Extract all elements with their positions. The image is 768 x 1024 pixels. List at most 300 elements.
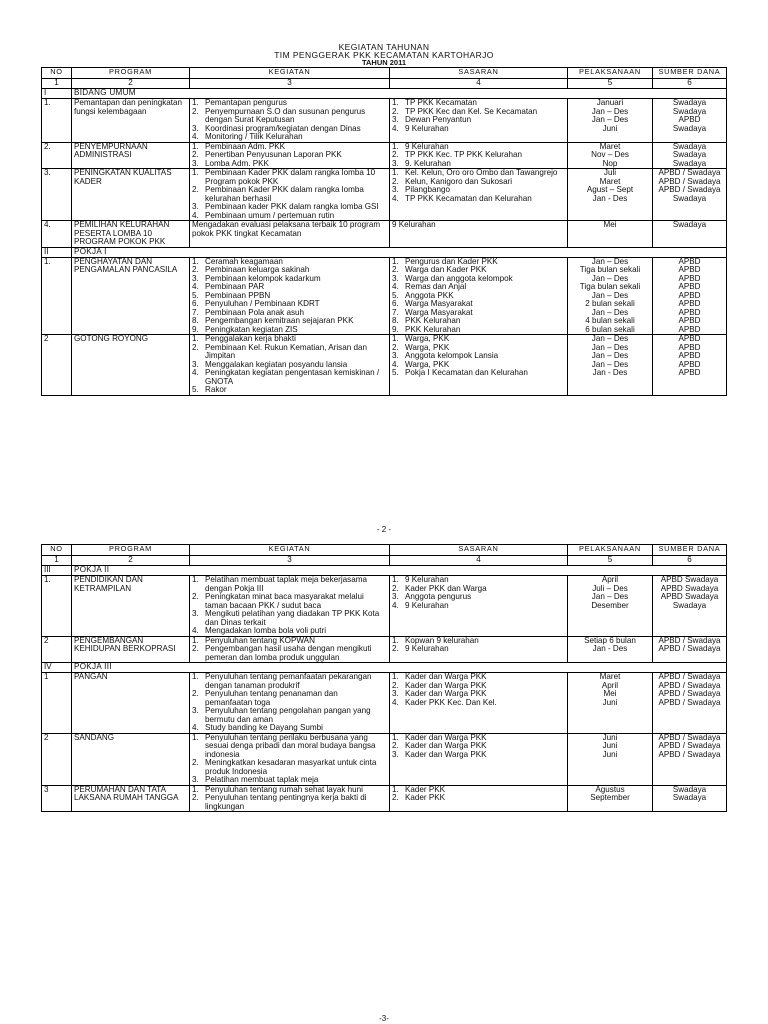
kegiatan-item [192, 707, 387, 724]
kegiatan-text: Pengembangan hasil usaha dengan mengikuti pemeran dan lomba produk unggulan [205, 644, 372, 662]
kegiatan-item [192, 326, 387, 335]
sumber-dana-value: APBD / Swadaya [658, 185, 721, 194]
pelaksanaan-value: Tiga bulan sekali [579, 282, 641, 291]
pelaksanaan-value: Jan – Des [591, 257, 629, 266]
pelaksanaan-value: Jan – Des [591, 273, 629, 283]
column-header: PROGRAM [72, 68, 190, 79]
column-number: 2 [72, 79, 190, 89]
activity-table-page-2 [41, 544, 727, 812]
kegiatan-text: Mengadakan evaluasi pelaksana terbaik 10 program pokok PKK tingkat Kecamatan [192, 220, 381, 238]
kegiatan-item [192, 344, 387, 361]
item-number: 1. [392, 257, 399, 266]
item-number: 3. [192, 123, 199, 133]
pelaksanaan-value: Setiap 6 bulan [584, 636, 636, 645]
item-number: 9. [192, 324, 199, 334]
sumber-dana-value: Swadaya [672, 793, 707, 802]
pelaksanaan-value: Juni [602, 733, 618, 742]
item-number: 7. [192, 307, 199, 317]
item-number: 8. [192, 316, 199, 325]
pelaksanaan-value: Mei [603, 689, 617, 698]
item-number: 1. [392, 672, 399, 681]
sumber-dana-value: Swadaya [672, 98, 707, 107]
sasaran-text: TP PKK Kecamatan dan Kelurahan [405, 193, 532, 203]
program-number: 2 [42, 733, 72, 785]
sasaran-text: 9 Kelurahan [405, 142, 449, 151]
kegiatan-item [192, 386, 387, 395]
sumber-dana-cell [653, 221, 727, 248]
program-number: 4. [42, 221, 72, 248]
item-number: 1. [392, 168, 399, 177]
item-number: 3. [392, 273, 399, 283]
pelaksanaan-value: Juni [602, 749, 618, 759]
sumber-dana-cell [653, 733, 727, 785]
pelaksanaan-cell [568, 221, 653, 248]
kegiatan-text: Pembinaan Pola anak asuh [205, 307, 304, 317]
sumber-dana-cell [653, 169, 727, 221]
sasaran-cell [390, 335, 568, 396]
section-number: III [42, 566, 72, 576]
kegiatan-item [192, 776, 387, 785]
sasaran-item [392, 794, 565, 803]
sasaran-item [392, 160, 565, 169]
document-title: KEGIATAN TAHUNAN [338, 42, 430, 52]
pelaksanaan-value: Jan – Des [591, 290, 629, 300]
column-number-row [42, 556, 727, 566]
kegiatan-cell [190, 636, 390, 663]
kegiatan-text: Pelatihan membuat taplak meja bekerjasama dengan Pokja III [205, 575, 367, 593]
section-row [42, 89, 727, 99]
program-row [42, 785, 727, 812]
sumber-dana-value: APBD / Swadaya [658, 749, 721, 759]
sumber-dana-value: APBD / Swadaya [658, 697, 721, 707]
program-row [42, 335, 727, 396]
year-title: TAHUN 2011 [361, 58, 407, 67]
sumber-dana-value: APBD / Swadaya [658, 741, 721, 750]
sasaran-item [392, 602, 565, 611]
program-name: PENDIDIKAN DAN KETRAMPILAN [72, 576, 190, 637]
sasaran-text: 9 Kelurahan [405, 123, 449, 133]
item-number: 2. [392, 741, 399, 750]
column-header: KEGIATAN [190, 545, 390, 556]
section-title: POKJA III [72, 663, 727, 673]
kegiatan-text: Pembinaan Adm. PKK [205, 142, 286, 151]
item-number: 1. [392, 785, 399, 794]
pelaksanaan-value: Januari [596, 98, 624, 107]
item-number: 2. [192, 265, 199, 274]
sumber-dana-value: APBD / Swadaya [658, 636, 721, 645]
sumber-dana-value: APBD Swadaya [660, 575, 719, 584]
sasaran-text: Kader dan Warga PKK [405, 741, 487, 750]
sumber-dana-cell [653, 99, 727, 143]
item-number: 1. [192, 785, 199, 794]
sumber-dana-value: APBD [678, 290, 701, 300]
item-number: 6. [392, 299, 399, 308]
program-name: PENGHAYATAN DAN PENGAMALAN PANCASILA [72, 257, 190, 335]
pelaksanaan-value: Agust – Sept [586, 185, 634, 194]
sasaran-text: Kader dan Warga PKK [405, 672, 487, 681]
column-number: 4 [390, 79, 568, 89]
section-row [42, 663, 727, 673]
item-number: 1. [192, 142, 199, 151]
item-number: 3. [392, 185, 399, 194]
sumber-dana-cell [653, 335, 727, 396]
sumber-dana-value: Swadaya [672, 193, 707, 203]
kegiatan-text: Penyuluhan tentang rumah sehat layak huni [205, 785, 363, 794]
sasaran-text: Kader dan Warga PKK [405, 749, 487, 759]
sasaran-text: Anggota pengurus [405, 592, 472, 601]
page-number-marker: -3- [379, 1014, 389, 1023]
item-number: 3. [192, 273, 199, 283]
sumber-dana-cell [653, 673, 727, 734]
kegiatan-cell [190, 142, 390, 169]
kegiatan-text: Pembinaan Kader PKK dalam rangka lomba 10 Program pokok PKK [205, 168, 376, 186]
item-number: 5. [192, 290, 199, 300]
kegiatan-text: Meningkatkan kesadaran masyarkat untuk cinta produk Indonesia [205, 758, 377, 776]
kegiatan-text: Penggalakan kerja bhakti [205, 334, 296, 343]
sumber-dana-value: APBD [678, 115, 701, 124]
column-number: 1 [42, 556, 72, 566]
item-number: 2. [192, 150, 199, 159]
program-name: Pemantapan dan peningkatan fungsi kelembagaan [72, 99, 190, 143]
kegiatan-item [192, 212, 387, 221]
column-header: SASARAN [390, 68, 568, 79]
sumber-dana-cell [653, 785, 727, 812]
pelaksanaan-value: Desember [591, 600, 629, 610]
pelaksanaan-value: Mei [603, 220, 617, 229]
item-number: 4. [392, 123, 399, 133]
pelaksanaan-value: Jan – Des [591, 592, 629, 601]
item-number: 1. [192, 672, 199, 681]
kegiatan-item [192, 690, 387, 707]
kegiatan-item [192, 160, 387, 169]
kegiatan-text: Menggalakan kegiatan posyandu lansia [205, 359, 348, 369]
kegiatan-text: Peningkatan kegiatan pengentasan kemiskinan / GNOTA [205, 368, 380, 386]
column-header: PROGRAM [72, 545, 190, 556]
kegiatan-text: Ceramah keagamaan [205, 257, 283, 266]
item-number: 3. [192, 706, 199, 715]
sasaran-text: PKK Kelurahan [405, 316, 461, 325]
section-number: IV [42, 663, 72, 673]
sasaran-cell [390, 785, 568, 812]
sasaran-text: Warga dan anggota kelompok [405, 273, 513, 283]
sasaran-text: Warga Masyarakat [405, 299, 473, 308]
sasaran-text: Warga dan Kader PKK [405, 265, 487, 274]
kegiatan-text: Study banding ke Dayang Sumbi [205, 723, 323, 732]
kegiatan-item [192, 369, 387, 386]
kegiatan-text: Penyuluhan tentang pengolahan pangan yang bermutu dan aman [205, 706, 371, 724]
pelaksanaan-value: 2 bulan sekali [585, 299, 635, 308]
program-name: PENGEMBANGAN KEHIDUPAN BERKOPRASI [72, 636, 190, 663]
section-title: POKJA I [72, 247, 727, 257]
program-number: 1. [42, 99, 72, 143]
page-number-marker: - 2 - [376, 525, 392, 534]
item-number: 5. [392, 368, 399, 377]
sasaran-text: 9 Kelurahan [392, 220, 436, 229]
sasaran-text: Kader dan Warga PKK [405, 689, 487, 698]
pelaksanaan-value: Juni [602, 697, 618, 707]
pelaksanaan-value: Maret [599, 176, 621, 186]
column-number: 3 [190, 79, 390, 89]
pelaksanaan-value: Jan - Des [592, 193, 628, 203]
sumber-dana-value: APBD [678, 273, 701, 283]
pelaksanaan-value: Jan - Des [592, 644, 628, 653]
kegiatan-text: Pembinaan PPBN [205, 290, 271, 300]
program-row [42, 733, 727, 785]
pelaksanaan-value: Maret [599, 672, 621, 681]
sasaran-text: Kader PKK Kec. Dan Kel. [405, 697, 497, 707]
sasaran-text: Pilangbango [405, 185, 451, 194]
sumber-dana-value: Swadaya [672, 220, 707, 229]
kegiatan-text: Peningkatan minat baca masyarakat melalui taman bacaan PKK / sudut baca [205, 592, 364, 610]
item-number: 1. [192, 334, 199, 343]
sasaran-cell [390, 733, 568, 785]
sumber-dana-value: Swadaya [672, 600, 707, 610]
kegiatan-text: Pelatihan membuat taplak meja [205, 775, 319, 784]
item-number: 4. [192, 368, 199, 377]
pelaksanaan-value: Maret [599, 142, 621, 151]
header-row [42, 68, 727, 79]
pelaksanaan-cell [568, 785, 653, 812]
kegiatan-cell [190, 576, 390, 637]
pelaksanaan-cell [568, 636, 653, 663]
pelaksanaan-value: Jan – Des [591, 334, 629, 343]
kegiatan-text: Mengikuti pelatihan yang diadakan TP PKK Kota dan Dinas terkait [205, 609, 380, 627]
sasaran-cell [390, 221, 568, 248]
program-row [42, 257, 727, 335]
item-number: 1. [392, 575, 399, 584]
kegiatan-cell [190, 257, 390, 335]
item-number: 1. [392, 98, 399, 107]
item-number: 4. [392, 359, 399, 369]
kegiatan-text: Penyuluhan tentang KOPWAN [205, 636, 315, 645]
sumber-dana-value: APBD [678, 324, 701, 334]
pelaksanaan-cell [568, 733, 653, 785]
pelaksanaan-value: Juni [602, 123, 618, 133]
kegiatan-text: Pembinaan kader PKK dalam rangka lomba GSI [205, 202, 379, 211]
column-number: 1 [42, 79, 72, 89]
kegiatan-text: Pembinaan keluarga sakinah [205, 265, 310, 274]
sumber-dana-value: APBD [678, 265, 701, 274]
item-number: 1. [392, 142, 399, 151]
item-number: 4. [392, 193, 399, 203]
sasaran-text: Warga, PKK [405, 359, 450, 369]
item-number: 1. [392, 334, 399, 343]
section-row [42, 566, 727, 576]
kegiatan-item [192, 133, 387, 142]
kegiatan-item [192, 673, 387, 690]
pelaksanaan-value: Juli [603, 168, 617, 177]
program-number: 2 [42, 335, 72, 396]
sumber-dana-value: APBD [678, 307, 701, 317]
sumber-dana-value: Swadaya [672, 785, 707, 794]
pelaksanaan-cell [568, 99, 653, 143]
item-number: 9. [392, 324, 399, 334]
sumber-dana-value: APBD / Swadaya [658, 680, 721, 690]
sasaran-item [392, 645, 565, 654]
kegiatan-text: Peningkatan kegiatan ZIS [205, 324, 298, 334]
item-number: 1. [392, 636, 399, 645]
column-number: 3 [190, 556, 390, 566]
sasaran-item [392, 699, 565, 708]
pelaksanaan-value: Nov – Des [591, 150, 629, 159]
kegiatan-item [192, 724, 387, 733]
kegiatan-cell [190, 785, 390, 812]
sasaran-text: TP PKK Kecamatan [405, 98, 477, 107]
sasaran-text: Kel. Kelun, Oro oro Ombo dan Tawangrejo [405, 168, 558, 177]
item-number: 2. [392, 106, 399, 116]
column-header: SASARAN [390, 545, 568, 556]
sumber-dana-value: APBD [678, 334, 701, 343]
item-number: 3. [192, 158, 199, 168]
sasaran-cell [390, 142, 568, 169]
pelaksanaan-value: Jan – Des [591, 359, 629, 369]
sasaran-cell [390, 257, 568, 335]
sasaran-text: Pengurus dan Kader PKK [405, 257, 498, 266]
sasaran-text: Warga, PKK [405, 342, 450, 352]
program-name: PENINGKATAN KUALITAS KADER [72, 169, 190, 221]
sasaran-cell [390, 636, 568, 663]
program-row [42, 636, 727, 663]
item-number: 2. [192, 758, 199, 767]
sumber-dana-cell [653, 636, 727, 663]
kegiatan-text: Rakor [205, 385, 227, 394]
item-number: 8. [392, 316, 399, 325]
sumber-dana-value: Swadaya [672, 142, 707, 151]
sasaran-text: Kelun, Kanigoro dan Sukosari [405, 176, 513, 186]
kegiatan-cell [190, 733, 390, 785]
pelaksanaan-value: Jan – Des [591, 106, 629, 116]
pelaksanaan-cell [568, 673, 653, 734]
sumber-dana-value: APBD [678, 342, 701, 352]
program-number: 2 [42, 636, 72, 663]
sasaran-text: Warga Masyarakat [405, 307, 473, 317]
kegiatan-item [192, 169, 387, 186]
item-number: 1. [192, 636, 199, 645]
sasaran-cell [390, 673, 568, 734]
item-number: 2. [192, 342, 199, 352]
item-number: 3. [392, 351, 399, 360]
sumber-dana-value: Swadaya [672, 106, 707, 116]
kegiatan-item [192, 627, 387, 636]
item-number: 2. [192, 185, 199, 194]
item-number: 1. [192, 257, 199, 266]
sasaran-text: PKK Kelurahan [405, 324, 461, 334]
sasaran-text: Kopwan 9 kelurahan [405, 636, 479, 645]
program-row [42, 99, 727, 143]
pelaksanaan-value: April [601, 680, 619, 690]
sasaran-text: TP PKK Kec dan Kel. Se Kecamatan [405, 106, 538, 116]
item-number: 3. [192, 359, 199, 369]
column-number: 5 [568, 556, 653, 566]
header-row [42, 545, 727, 556]
pelaksanaan-value: Jan - Des [592, 368, 628, 377]
pelaksanaan-value: April [601, 575, 619, 584]
section-title: BIDANG UMUM [72, 89, 727, 99]
sasaran-text: Anggota kelompok Lansia [405, 351, 499, 360]
column-header: NO [42, 545, 72, 556]
section-number: II [42, 247, 72, 257]
sasaran-item [392, 326, 565, 335]
pelaksanaan-cell [568, 169, 653, 221]
item-number: 3. [392, 115, 399, 124]
item-number: 3. [392, 592, 399, 601]
kegiatan-text: Pembinaan kelompok kadarkum [205, 273, 321, 283]
pelaksanaan-cell [568, 142, 653, 169]
section-number: I [42, 89, 72, 99]
sumber-dana-value: APBD Swadaya [660, 583, 719, 593]
pelaksanaan-value: Juni [602, 741, 618, 750]
column-number: 2 [72, 556, 190, 566]
sasaran-text: Pokja I Kecamatan dan Kelurahan [405, 368, 528, 377]
kegiatan-item [192, 186, 387, 203]
item-number: 2. [392, 342, 399, 352]
item-number: 1. [192, 98, 199, 107]
kegiatan-item [192, 221, 387, 238]
sasaran-item [392, 221, 565, 230]
sumber-dana-value: Swadaya [672, 158, 707, 168]
column-header: NO [42, 68, 72, 79]
item-number: 3. [392, 689, 399, 698]
kegiatan-text: Pembinaan PAR [205, 282, 265, 291]
kegiatan-item [192, 108, 387, 125]
pelaksanaan-value: Jan – Des [591, 351, 629, 360]
item-number: 2. [192, 644, 199, 653]
sumber-dana-value: APBD [678, 359, 701, 369]
kegiatan-cell [190, 335, 390, 396]
item-number: 4. [192, 132, 199, 141]
sumber-dana-value: APBD Swadaya [660, 592, 719, 601]
kegiatan-text: Lomba Adm. PKK [205, 158, 269, 168]
item-number: 1. [192, 733, 199, 742]
kegiatan-text: Penyempurnaan S.O dan susunan pengurus dengan Surat Keputusan [205, 106, 366, 124]
sasaran-text: Kader PKK dan Warga [405, 583, 487, 593]
sumber-dana-value: APBD [678, 282, 701, 291]
kegiatan-item [192, 794, 387, 811]
kegiatan-text: Pembinaan umum / pertemuan rutin [205, 210, 335, 220]
column-number-row [42, 79, 727, 89]
sasaran-text: Dewan Penyantun [405, 115, 472, 124]
sasaran-item [392, 195, 565, 204]
pelaksanaan-value: September [590, 793, 630, 802]
item-number: 3. [192, 609, 199, 618]
pelaksanaan-cell [568, 576, 653, 637]
item-number: 3. [192, 775, 199, 784]
kegiatan-item [192, 734, 387, 760]
column-header: SUMBER DANA [653, 545, 727, 556]
sumber-dana-cell [653, 142, 727, 169]
sasaran-text: Kader dan Warga PKK [405, 680, 487, 690]
item-number: 2. [392, 265, 399, 274]
kegiatan-text: Penertiban Penyusunan Laporan PKK [205, 150, 342, 159]
pelaksanaan-cell [568, 335, 653, 396]
column-number: 4 [390, 556, 568, 566]
kegiatan-text: Monitoring / Tilik Kelurahan [205, 132, 303, 141]
program-row [42, 169, 727, 221]
kegiatan-item [192, 593, 387, 610]
program-name: PERUMAHAN DAN TATA LAKSANA RUMAH TANGGA [72, 785, 190, 812]
program-name: PEMILIHAN KELURAHAN PESERTA LOMBA 10 PROGRAM POKOK PKK [72, 221, 190, 248]
column-header: SUMBER DANA [653, 68, 727, 79]
sumber-dana-cell [653, 576, 727, 637]
program-name: PANGAN [72, 673, 190, 734]
item-number: 1. [192, 575, 199, 584]
item-number: 4. [392, 282, 399, 291]
sumber-dana-value: APBD / Swadaya [658, 733, 721, 742]
sasaran-cell [390, 169, 568, 221]
item-number: 4. [192, 626, 199, 635]
kegiatan-item [192, 759, 387, 776]
item-number: 2. [192, 106, 199, 116]
